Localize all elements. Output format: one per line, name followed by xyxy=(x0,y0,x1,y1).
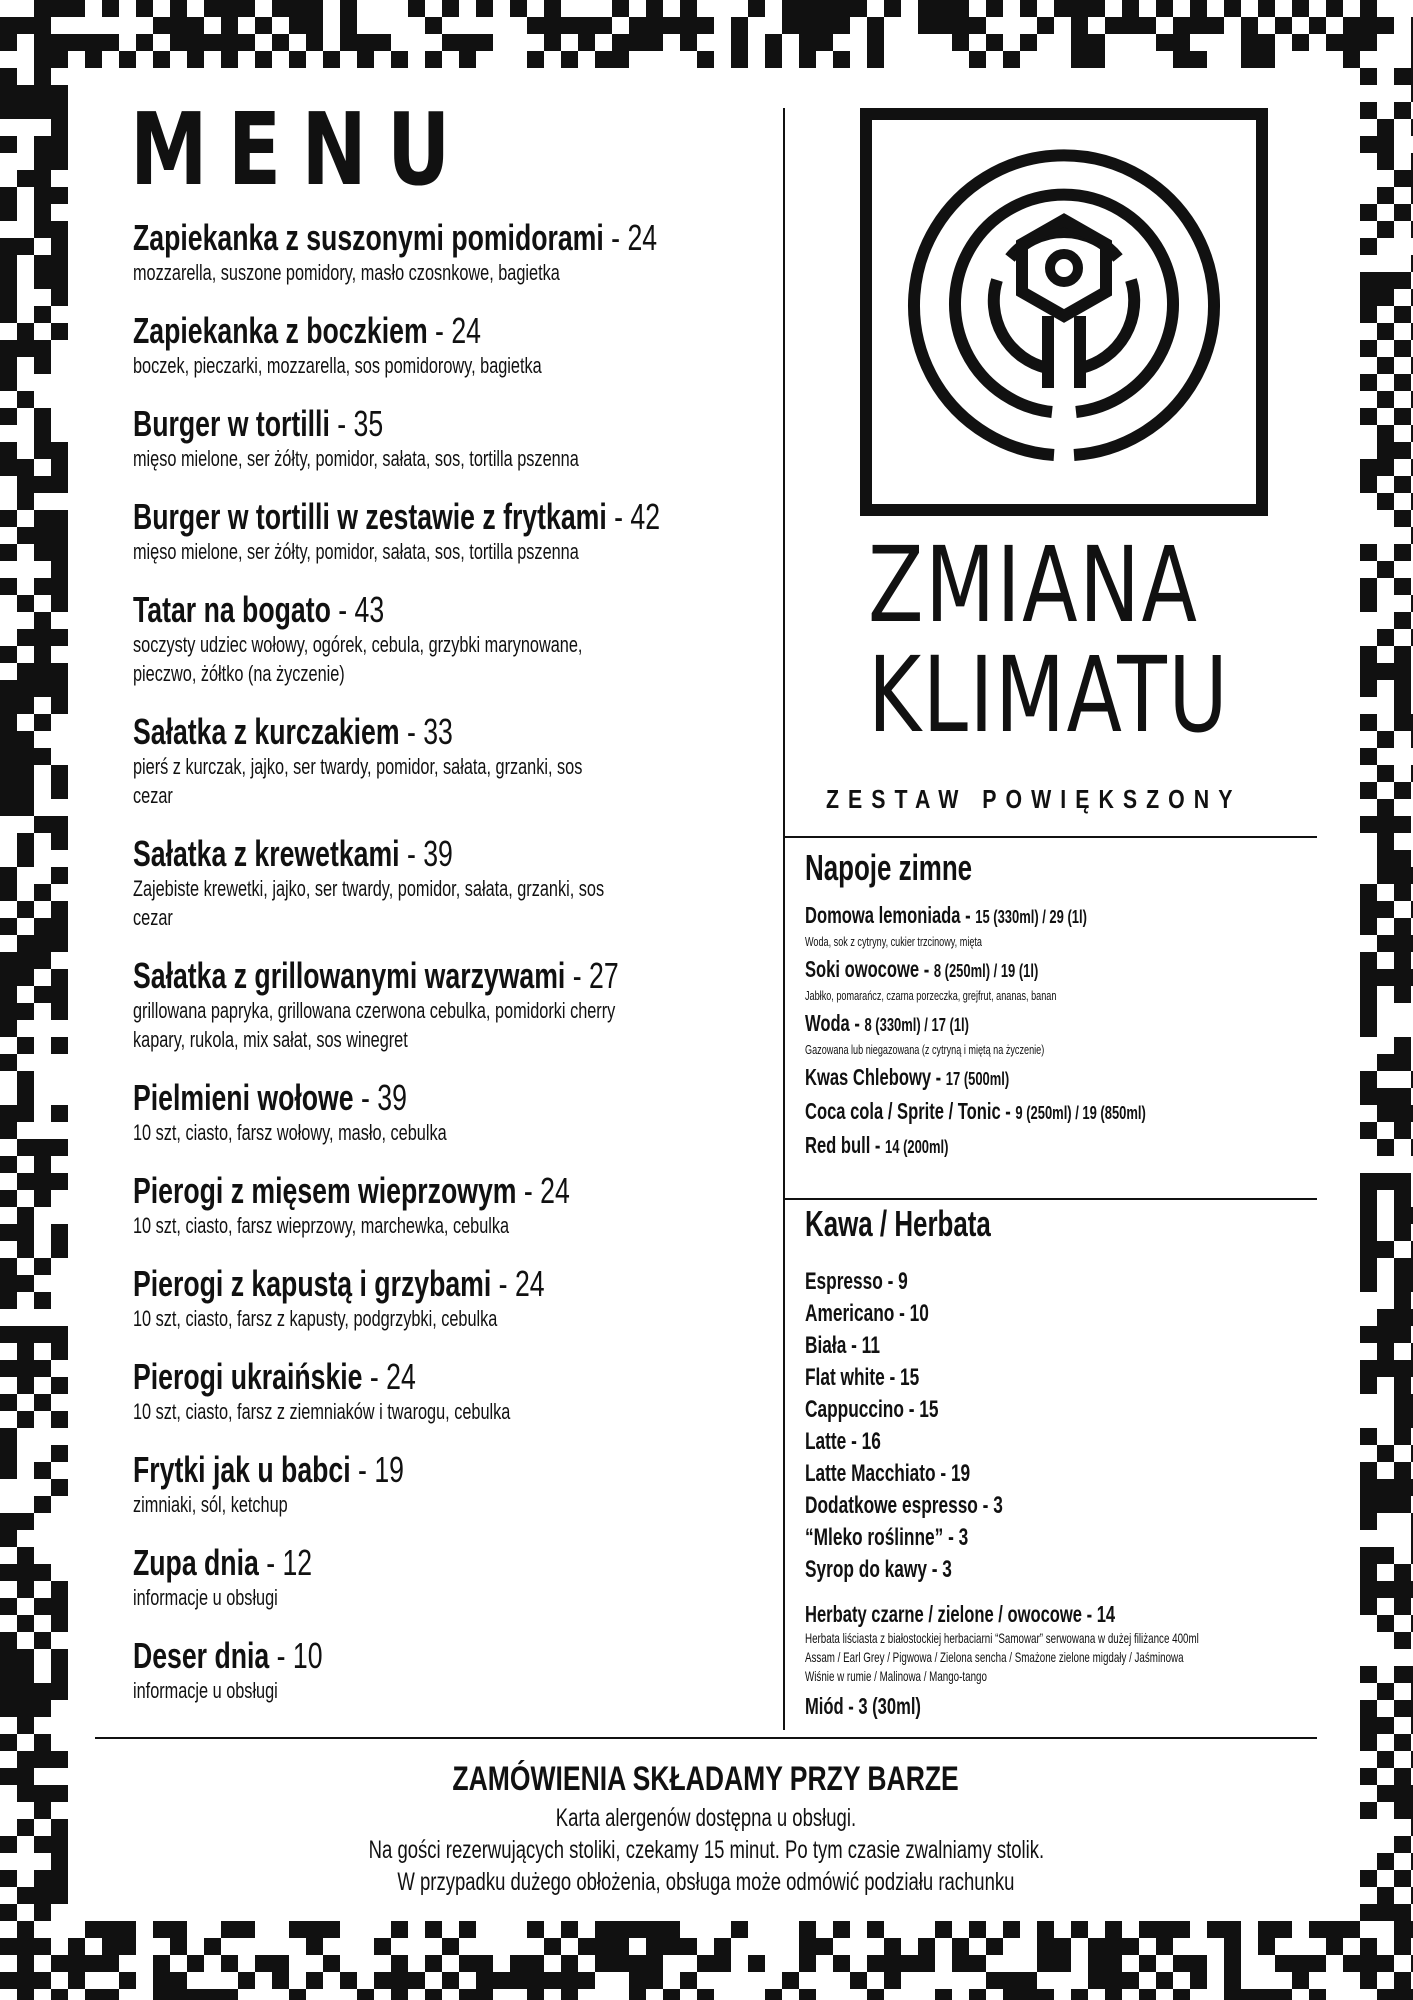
drink-item: Woda - 8 (330ml) / 17 (1l) Gazowana lub niegazowana (z cytryną i miętą na życzenie) xyxy=(805,1008,1305,1060)
dish-price: 33 xyxy=(423,711,453,752)
drink-name: Kwas Chlebowy xyxy=(805,1064,932,1090)
menu-title: MENU xyxy=(130,91,471,208)
dish-item: Burger w tortilli w zestawie z frytkami - 42 mięso mielone, ser żółty, pomidor, sałata, sos, tortilla pszenna xyxy=(133,496,661,564)
dish-item: Sałatka z grillowanymi warzywami - 27 grillowana papryka, grillowana czerwona cebulka, pomidorki cherry kapary, rukola, mix sałat, sos winegret xyxy=(133,956,773,1054)
dish-name: Tatar na bogato xyxy=(133,589,331,630)
dish-description: grillowana papryka, grillowana czerwona cebulka, pomidorki cherry kapary, rukola, mix sałat, sos winegret xyxy=(133,998,616,1052)
dish-item: Sałatka z kurczakiem - 33 pierś z kurczak, jajko, ser twardy, pomidor, sałata, grzanki, sos cezar xyxy=(133,712,773,810)
dish-price: 39 xyxy=(423,833,453,874)
dish-price: 43 xyxy=(354,589,385,630)
coffee-item: Biała - 11 xyxy=(805,1332,880,1359)
dish-description: soczysty udziec wołowy, ogórek, cebula, grzybki marynowane, pieczwo, żółtko (na życzenie) xyxy=(133,632,583,686)
dish-name: Deser dnia xyxy=(133,1635,270,1676)
dish-item: Deser dnia - 10 informacje u obsługi xyxy=(133,1636,773,1705)
drink-price: 8 (250ml) / 19 (1l) xyxy=(933,961,1039,981)
tea-note: Wiśnie w rumie / Malinowa / Mango-tango xyxy=(805,1668,987,1684)
dish-description: 10 szt, ciasto, farsz wołowy, masło, cebulka xyxy=(133,1120,447,1145)
dish-name: Sałatka z grillowanymi warzywami xyxy=(133,955,566,996)
drink-note: Woda, sok z cytryny, cukier trzcinowy, mięta xyxy=(805,934,983,949)
drink-price: 9 (250ml) / 19 (850ml) xyxy=(1015,1103,1146,1123)
drink-name: Coca cola / Sprite / Tonic xyxy=(805,1098,1001,1124)
dish-description: pierś z kurczak, jajko, ser twardy, pomidor, sałata, grzanki, sos cezar xyxy=(133,754,583,808)
dish-price: 24 xyxy=(627,217,658,258)
column-divider xyxy=(783,108,785,1730)
dish-name: Pierogi z kapustą i grzybami xyxy=(133,1263,492,1304)
dish-description: mięso mielone, ser żółty, pomidor, sałata, sos, tortilla pszenna xyxy=(133,446,579,471)
drink-price: 17 (500ml) xyxy=(945,1069,1010,1089)
drink-price: 15 (330ml) / 29 (1l) xyxy=(975,907,1087,927)
section-divider xyxy=(785,1198,1317,1200)
footer-heading: ZAMÓWIENIA SKŁADAMY PRZY BARZE xyxy=(452,1760,960,1798)
dish-price: 27 xyxy=(589,955,619,996)
coffee-item: Dodatkowe espresso - 3 xyxy=(805,1492,1003,1519)
dish-price: 35 xyxy=(353,403,384,444)
coffee-item: Espresso - 9 xyxy=(805,1268,908,1295)
dish-description: boczek, pieczarki, mozzarella, sos pomidorowy, bagietka xyxy=(133,353,542,378)
dish-name: Frytki jak u babci xyxy=(133,1449,351,1490)
coffee-item: Latte - 16 xyxy=(805,1428,881,1455)
dish-name: Burger w tortilli xyxy=(133,403,330,444)
drink-item: Kwas Chlebowy - 17 (500ml) xyxy=(805,1064,1010,1090)
section-title: Napoje zimne xyxy=(805,847,973,888)
dish-item: Frytki jak u babci - 19 zimniaki, sól, ketchup xyxy=(133,1450,773,1519)
drink-item: Soki owocowe - 8 (250ml) / 19 (1l) Jabłko, pomarańcz, czarna porzeczka, grejfrut, ananas, banan xyxy=(805,954,1305,1006)
drink-note: Jabłko, pomarańcz, czarna porzeczka, grejfrut, ananas, banan xyxy=(805,988,1057,1003)
drink-name: Red bull xyxy=(805,1132,871,1158)
coffee-item: “Mleko roślinne” - 3 xyxy=(805,1524,969,1551)
coffee-item: Latte Macchiato - 19 xyxy=(805,1460,971,1487)
drink-item: Red bull - 14 (200ml) xyxy=(805,1132,949,1158)
brand-tagline: ZESTAW POWIĘKSZONY xyxy=(826,784,1242,814)
dish-item: Zupa dnia - 12 informacje u obsługi xyxy=(133,1543,773,1612)
footer-line: Na gości rezerwujących stoliki, czekamy 15 minut. Po tym czasie zwalniamy stolik. xyxy=(368,1836,1044,1864)
brand-name xyxy=(868,524,1268,756)
dish-name: Pielmieni wołowe xyxy=(133,1077,354,1118)
section-title: Kawa / Herbata xyxy=(805,1203,991,1244)
cold-drinks-section xyxy=(805,846,1305,1164)
honey-item: Miód - 3 (30ml) xyxy=(805,1693,921,1719)
dish-price: 12 xyxy=(282,1542,313,1583)
dish-description: zimniaki, sól, ketchup xyxy=(133,1492,288,1517)
dish-item: Pierogi z mięsem wieprzowym - 24 10 szt, ciasto, farsz wieprzowy, marchewka, cebulka xyxy=(133,1171,773,1240)
dish-price: 39 xyxy=(377,1077,407,1118)
dish-description: 10 szt, ciasto, farsz wieprzowy, marchewka, cebulka xyxy=(133,1213,510,1238)
coffee-item: Syrop do kawy - 3 xyxy=(805,1556,952,1583)
section-divider xyxy=(785,836,1317,838)
dish-item: Pierogi z kapustą i grzybami - 24 10 szt, ciasto, farsz z kapusty, podgrzybki, cebulka xyxy=(133,1264,773,1333)
dish-item: Tatar na bogato - 43 soczysty udziec wołowy, ogórek, cebula, grzybki marynowane, pieczwo, żółtko (na życzenie) xyxy=(133,590,773,688)
dish-description: 10 szt, ciasto, farsz z ziemniaków i twarogu, cebulka xyxy=(133,1399,511,1424)
drink-name: Domowa lemoniada xyxy=(805,902,961,928)
coffee-item: Americano - 10 xyxy=(805,1300,929,1327)
drink-price: 14 (200ml) xyxy=(885,1137,949,1157)
dish-price: 10 xyxy=(292,1635,323,1676)
dish-description: Zajebiste krewetki, jajko, ser twardy, pomidor, sałata, grzanki, sos cezar xyxy=(133,876,605,930)
brand-line-2: KLIMATU xyxy=(868,634,1230,756)
footer-divider xyxy=(95,1737,1317,1739)
coffee-item: Cappuccino - 15 xyxy=(805,1396,939,1423)
dish-name: Pierogi ukraińskie xyxy=(133,1356,363,1397)
dish-price: 24 xyxy=(514,1263,545,1304)
dish-item: Pielmieni wołowe - 39 10 szt, ciasto, farsz wołowy, masło, cebulka xyxy=(133,1078,773,1147)
drink-name: Soki owocowe xyxy=(805,956,920,982)
dish-description: 10 szt, ciasto, farsz z kapusty, podgrzybki, cebulka xyxy=(133,1306,498,1331)
brand-logo-icon xyxy=(860,108,1268,516)
dish-item: Burger w tortilli - 35 mięso mielone, ser żółty, pomidor, sałata, sos, tortilla pszenna xyxy=(133,404,773,473)
dish-item: Pierogi ukraińskie - 24 10 szt, ciasto, farsz z ziemniaków i twarogu, cebulka xyxy=(133,1357,773,1426)
drink-price: 8 (330ml) / 17 (1l) xyxy=(864,1015,969,1035)
drink-item: Coca cola / Sprite / Tonic - 9 (250ml) / 19 (850ml) xyxy=(805,1098,1146,1124)
dish-name: Zapiekanka z boczkiem xyxy=(133,310,428,351)
dish-item: Zapiekanka z suszonymi pomidorami - 24 mozzarella, suszone pomidory, masło czosnkowe, bagietka xyxy=(133,217,658,285)
coffee-tea-section xyxy=(805,1202,1305,1722)
dish-price: 24 xyxy=(540,1170,570,1211)
food-menu-list xyxy=(133,218,773,1729)
dish-price: 24 xyxy=(386,1356,416,1397)
dish-name: Zapiekanka z suszonymi pomidorami xyxy=(133,217,604,258)
dish-name: Pierogi z mięsem wieprzowym xyxy=(133,1170,517,1211)
dish-price: 19 xyxy=(374,1449,404,1490)
brand-line-1: ZMIANA xyxy=(868,524,1199,646)
dish-description: mozzarella, suszone pomidory, masło czosnkowe, bagietka xyxy=(133,260,560,285)
tea-item: Herbaty czarne / zielone / owocowe - 14 xyxy=(805,1601,1116,1627)
coffee-item: Flat white - 15 xyxy=(805,1364,920,1391)
footer-line: Karta alergenów dostępna u obsługi. xyxy=(555,1804,857,1832)
drink-name: Woda xyxy=(805,1010,850,1036)
drink-note: Gazowana lub niegazowana (z cytryną i miętą na życzenie) xyxy=(805,1042,1045,1057)
dish-name: Burger w tortilli w zestawie z frytkami xyxy=(133,496,607,537)
dish-description: informacje u obsługi xyxy=(133,1678,278,1703)
dish-name: Sałatka z krewetkami xyxy=(133,833,400,874)
dish-item: Zapiekanka z boczkiem - 24 boczek, pieczarki, mozzarella, sos pomidorowy, bagietka xyxy=(133,311,773,380)
dish-description: mięso mielone, ser żółty, pomidor, sałata, sos, tortilla pszenna xyxy=(133,539,579,564)
footer xyxy=(95,1756,1317,1898)
dish-price: 24 xyxy=(451,310,481,351)
dish-item: Sałatka z krewetkami - 39 Zajebiste krewetki, jajko, ser twardy, pomidor, sałata, grzanki, sos cezar xyxy=(133,834,773,932)
footer-line: W przypadku dużego obłożenia, obsługa może odmówić podziału rachunku xyxy=(397,1868,1015,1896)
dish-name: Zupa dnia xyxy=(133,1542,259,1583)
drink-item: Domowa lemoniada - 15 (330ml) / 29 (1l) Woda, sok z cytryny, cukier trzcinowy, mięta xyxy=(805,900,1305,952)
dish-name: Sałatka z kurczakiem xyxy=(133,711,400,752)
tea-note: Assam / Earl Grey / Pigwowa / Zielona sencha / Smażone zielone migdały / Jaśminowa xyxy=(805,1649,1184,1665)
dish-price: 42 xyxy=(630,496,661,537)
dish-description: informacje u obsługi xyxy=(133,1585,278,1610)
tea-note: Herbata liściasta z białostockiej herbaciarni “Samowar” serwowana w dużej filiżance 400ml xyxy=(805,1630,1199,1646)
